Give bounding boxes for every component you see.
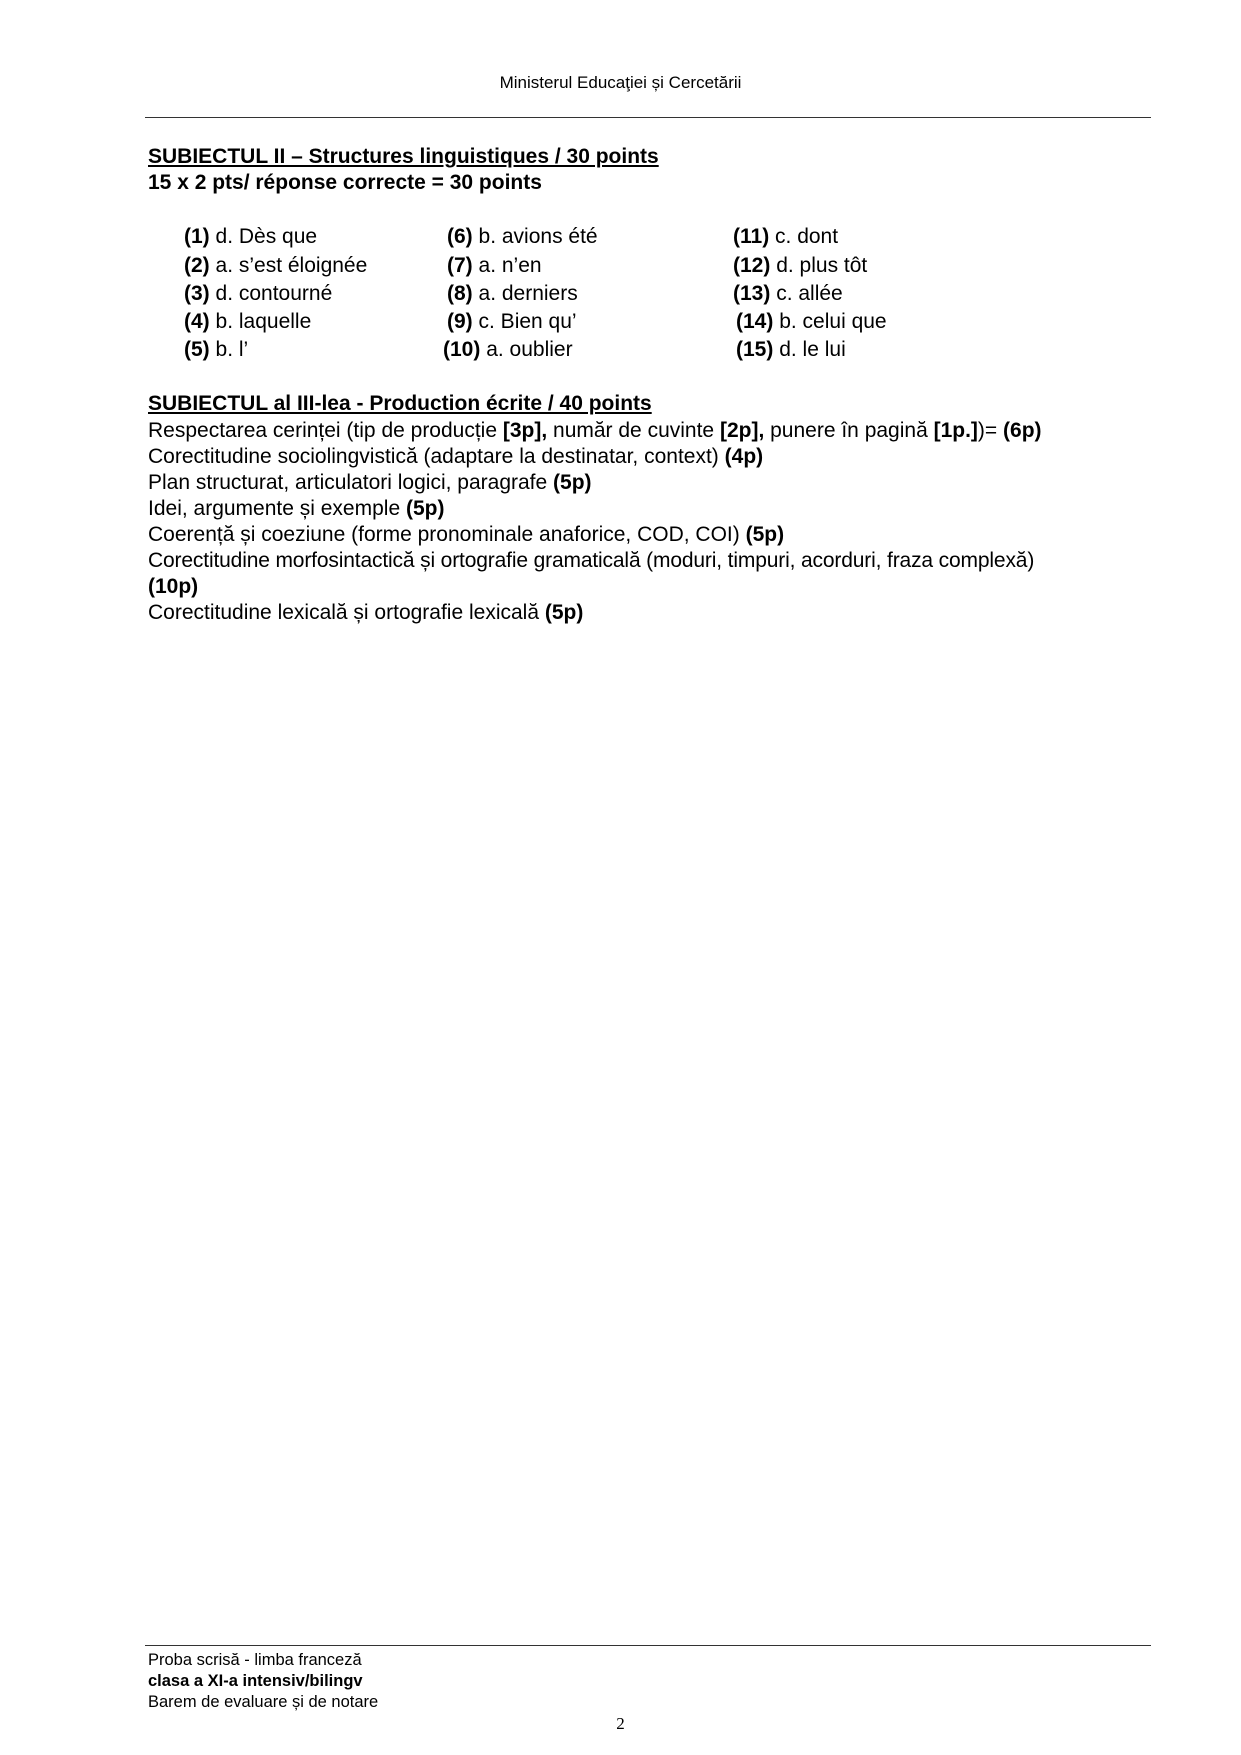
answer-number: (5) bbox=[184, 338, 210, 361]
criteria-points: (6p) bbox=[1003, 419, 1042, 442]
answer-number: (14) bbox=[736, 310, 774, 333]
criteria-text: număr de cuvinte bbox=[547, 419, 720, 442]
criteria-points: (5p) bbox=[544, 601, 584, 624]
criteria-points: [3p], bbox=[502, 419, 548, 442]
answer-text: c. Bien qu’ bbox=[478, 310, 577, 333]
answer-item bbox=[733, 225, 838, 249]
answer-number: (3) bbox=[184, 282, 210, 305]
criteria-text: Corectitudine lexicală și ortografie lexicală bbox=[148, 601, 545, 624]
answer-item bbox=[447, 310, 577, 334]
answer-item bbox=[733, 254, 867, 278]
criteria-text: Plan structurat, articulatori logici, paragrafe bbox=[148, 471, 554, 494]
answer-text: d. Dès que bbox=[215, 225, 318, 248]
criteria-item bbox=[148, 444, 1153, 470]
answer-text: c. dont bbox=[775, 225, 839, 248]
footer-barem: Barem de evaluare și de notare bbox=[148, 1693, 379, 1711]
answer-text: a. derniers bbox=[478, 282, 578, 305]
answer-text: b. laquelle bbox=[215, 310, 312, 333]
answer-text: a. n’en bbox=[478, 254, 542, 277]
footer-class: clasa a XI-a intensiv/bilingv bbox=[148, 1672, 363, 1690]
criteria-item bbox=[148, 496, 1153, 522]
criteria-text: Corectitudine morfosintactică și ortografie gramaticală (moduri, timpuri, acorduri, fraza complexă) bbox=[148, 549, 1035, 572]
criteria-text: Respectarea cerinței (tip de producție bbox=[148, 419, 503, 442]
answer-item bbox=[184, 338, 248, 362]
answer-number: (13) bbox=[733, 282, 771, 305]
criteria-text: Idei, argumente și exemple bbox=[148, 497, 406, 520]
answer-item bbox=[184, 282, 332, 306]
answer-item bbox=[443, 338, 573, 362]
criteria-points: [2p], bbox=[719, 419, 765, 442]
answer-item bbox=[447, 225, 598, 249]
answer-item bbox=[447, 282, 578, 306]
answer-number: (11) bbox=[733, 225, 770, 248]
answer-text: d. plus tôt bbox=[776, 254, 868, 277]
answer-text: d. contourné bbox=[215, 282, 333, 305]
answer-number: (8) bbox=[447, 282, 473, 305]
criteria-list bbox=[148, 418, 1153, 626]
answer-text: d. le lui bbox=[779, 338, 846, 361]
criteria-item bbox=[148, 470, 1153, 496]
answer-item bbox=[184, 254, 367, 278]
answer-text: a. oublier bbox=[486, 338, 573, 361]
page-number: 2 bbox=[616, 1714, 625, 1733]
answer-number: (2) bbox=[184, 254, 210, 277]
answer-item bbox=[184, 310, 311, 334]
footer-exam: Proba scrisă - limba franceză bbox=[148, 1651, 362, 1669]
criteria-text: Corectitudine sociolingvistică (adaptare la destinatar, context) bbox=[148, 445, 725, 468]
criteria-text: )= bbox=[977, 419, 1004, 442]
answer-item bbox=[733, 282, 843, 306]
criteria-points: (5p) bbox=[405, 497, 445, 520]
answer-text: c. allée bbox=[776, 282, 843, 305]
criteria-points: [1p.] bbox=[933, 419, 978, 442]
answer-number: (12) bbox=[733, 254, 771, 277]
section2-scoring: 15 x 2 pts/ réponse correcte = 30 points bbox=[148, 171, 542, 194]
section2-title: SUBIECTUL II – Structures linguistiques / 30 points bbox=[148, 145, 659, 168]
answer-number: (7) bbox=[447, 254, 473, 277]
footer-divider bbox=[145, 1645, 1151, 1646]
answer-text: a. s’est éloignée bbox=[215, 254, 368, 277]
criteria-item bbox=[148, 418, 1153, 444]
answer-number: (10) bbox=[443, 338, 481, 361]
answer-number: (9) bbox=[447, 310, 473, 333]
criteria-text: Coerență și coeziune (forme pronominale anaforice, COD, COI) bbox=[148, 523, 746, 546]
criteria-item bbox=[148, 600, 1153, 626]
answer-item bbox=[447, 254, 542, 278]
answer-item bbox=[736, 338, 846, 362]
criteria-points: (10p) bbox=[148, 575, 199, 598]
header-ministry: Ministerul Educaţiei și Cercetării bbox=[499, 73, 742, 92]
criteria-points: (5p) bbox=[745, 523, 785, 546]
answer-number: (4) bbox=[184, 310, 210, 333]
section3-title: SUBIECTUL al III-lea - Production écrite / 40 points bbox=[148, 392, 652, 415]
answer-text: b. l’ bbox=[215, 338, 249, 361]
answer-number: (6) bbox=[447, 225, 473, 248]
answer-text: b. celui que bbox=[779, 310, 887, 333]
answer-item bbox=[736, 310, 887, 334]
header-divider bbox=[145, 117, 1151, 118]
answer-text: b. avions été bbox=[478, 225, 598, 248]
criteria-item bbox=[148, 522, 1153, 548]
criteria-text: punere în pagină bbox=[764, 419, 934, 442]
criteria-item bbox=[148, 574, 1153, 600]
criteria-points: (4p) bbox=[724, 445, 764, 468]
footer bbox=[148, 1650, 378, 1713]
answer-item bbox=[184, 225, 317, 249]
criteria-item bbox=[148, 548, 1153, 574]
answer-number: (1) bbox=[184, 225, 210, 248]
criteria-points: (5p) bbox=[553, 471, 592, 494]
answer-number: (15) bbox=[736, 338, 774, 361]
